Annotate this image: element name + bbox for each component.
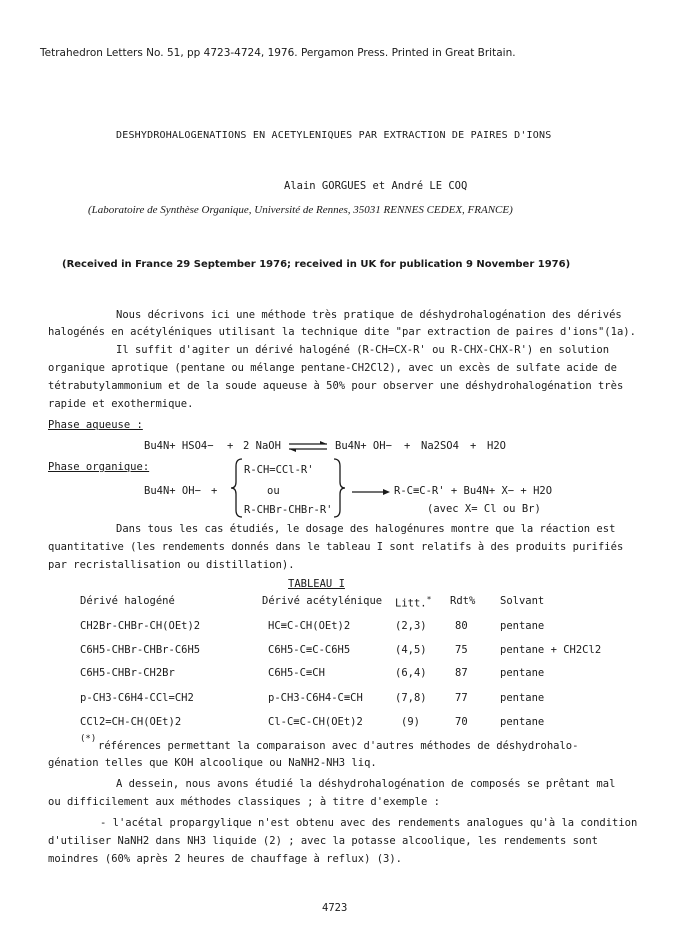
table-row-5-halogene: CCl2=CH-CH(OEt)2 bbox=[80, 716, 182, 728]
eq-aq-plus1: + bbox=[227, 440, 234, 452]
eq-org-substrate-2: R-CHBr-CHBr-R' bbox=[244, 504, 333, 516]
paragraph-2-line-2: organique aprotique (pentane ou mélange pentane-CH2Cl2), avec un excès de sulfate acide de bbox=[48, 362, 617, 374]
page-number: 4723 bbox=[322, 902, 348, 914]
table-header-rdt: Rdt% bbox=[450, 595, 476, 607]
footnote-line-2: génation telles que KOH alcoolique ou NaNH2-NH3 liq. bbox=[48, 757, 377, 769]
eq-aq-rhs3: H2O bbox=[487, 440, 506, 452]
paragraph-4-line-2: ou difficilement aux méthodes classiques ; à titre d'exemple : bbox=[48, 796, 440, 808]
eq-aq-lhs1: Bu4N+ HSO4− bbox=[144, 440, 214, 452]
paragraph-2-line-4: rapide et exothermique. bbox=[48, 398, 194, 410]
eq-aq-rhs2: Na2SO4 bbox=[421, 440, 459, 452]
table-row-2-halogene: C6H5-CHBr-CHBr-C6H5 bbox=[80, 644, 201, 656]
table-row-1-acetylenique: HC≡C-CH(OEt)2 bbox=[268, 620, 351, 632]
table-row-4-halogene: p-CH3-C6H4-CCl=CH2 bbox=[80, 692, 194, 704]
footnote-line-1: références permettant la comparaison avec d'autres méthodes de déshydrohalo- bbox=[98, 740, 579, 752]
table-row-4-solvant: pentane bbox=[500, 692, 545, 704]
table-row-3-rdt: 87 bbox=[455, 667, 468, 679]
eq-aq-plus2: + bbox=[404, 440, 411, 452]
paragraph-1-line-2: halogénés en acétyléniques utilisant la technique dite "par extraction de paires d'ions"(1a). bbox=[48, 326, 636, 338]
phase-organique-label: Phase organique: bbox=[48, 461, 150, 473]
table-header-halogene: Dérivé halogéné bbox=[80, 595, 175, 607]
paragraph-3-line-1: Dans tous les cas étudiés, le dosage des halogénures montre que la réaction est bbox=[116, 523, 616, 535]
table-row-1-litt: (2,3) bbox=[395, 620, 427, 632]
paragraph-1-line-1: Nous décrivons ici une méthode très pratique de déshydrohalogénation des dérivés bbox=[116, 309, 622, 321]
eq-aq-rhs1: Bu4N+ OH− bbox=[335, 440, 392, 452]
table-row-4-litt: (7,8) bbox=[395, 692, 427, 704]
table-header-litt-text: Litt. bbox=[395, 597, 427, 610]
paragraph-4-line-1: A dessein, nous avons étudié la déshydrohalogénation de composés se prêtant mal bbox=[116, 778, 616, 790]
eq-aq-plus3: + bbox=[470, 440, 477, 452]
paragraph-5-line-1: - l'acétal propargylique n'est obtenu avec des rendements analogues qu'à la condition bbox=[100, 817, 638, 829]
paragraph-3-line-2: quantitative (les rendements donnés dans le tableau I sont relatifs à des produits purifiés bbox=[48, 541, 624, 553]
table-row-1-rdt: 80 bbox=[455, 620, 468, 632]
paragraph-3-line-3: par recristallisation ou distillation). bbox=[48, 559, 295, 571]
table-title: TABLEAU I bbox=[288, 578, 345, 590]
table-row-5-litt: (9) bbox=[401, 716, 420, 728]
table-row-3-halogene: C6H5-CHBr-CH2Br bbox=[80, 667, 175, 679]
paragraph-5-line-2: d'utiliser NaNH2 dans NH3 liquide (2) ; avec la potasse alcoolique, les rendements sont bbox=[48, 835, 598, 847]
table-row-3-solvant: pentane bbox=[500, 667, 545, 679]
paragraph-2-line-3: tétrabutylammonium et de la soude aqueuse à 50% pour observer une déshydrohalogénation très bbox=[48, 380, 624, 392]
table-row-5-solvant: pentane bbox=[500, 716, 545, 728]
received-dates: (Received in France 29 September 1976; received in UK for publication 9 November 1976) bbox=[62, 259, 571, 270]
table-row-3-litt: (6,4) bbox=[395, 667, 427, 679]
reaction-arrow-icon bbox=[350, 487, 392, 497]
equilibrium-arrow-icon bbox=[287, 440, 329, 454]
table-row-4-rdt: 77 bbox=[455, 692, 468, 704]
table-header-litt: Litt.* bbox=[395, 595, 432, 610]
table-header-solvant: Solvant bbox=[500, 595, 545, 607]
paragraph-5-line-3: moindres (60% après 2 heures de chauffage à reflux) (3). bbox=[48, 853, 403, 865]
affiliation: (Laboratoire de Synthèse Organique, Université de Rennes, 35031 RENNES CEDEX, FRANCE) bbox=[88, 204, 513, 216]
table-row-5-rdt: 70 bbox=[455, 716, 468, 728]
eq-org-product: R-C≡C-R' + Bu4N+ X− + H2O bbox=[394, 485, 553, 497]
table-row-2-rdt: 75 bbox=[455, 644, 468, 656]
table-header-acetylenique: Dérivé acétylénique bbox=[262, 595, 383, 607]
eq-org-substrate-1: R-CH=CCl-R' bbox=[244, 464, 314, 476]
eq-org-ou: ou bbox=[267, 485, 280, 497]
eq-org-note: (avec X= Cl ou Br) bbox=[427, 503, 541, 515]
article-title: DESHYDROHALOGENATIONS EN ACETYLENIQUES PAR EXTRACTION DE PAIRES D'IONS bbox=[116, 130, 552, 141]
phase-aqueuse-label: Phase aqueuse : bbox=[48, 419, 143, 431]
table-row-4-acetylenique: p-CH3-C6H4-C≡CH bbox=[268, 692, 363, 704]
authors: Alain GORGUES et André LE COQ bbox=[284, 180, 468, 192]
table-row-2-litt: (4,5) bbox=[395, 644, 427, 656]
table-row-5-acetylenique: Cl-C≡C-CH(OEt)2 bbox=[268, 716, 363, 728]
right-brace-icon bbox=[332, 458, 346, 518]
paragraph-2-line-1: Il suffit d'agiter un dérivé halogéné (R-CH=CX-R' ou R-CHX-CHX-R') en solution bbox=[116, 344, 610, 356]
table-row-2-solvant: pentane + CH2Cl2 bbox=[500, 644, 602, 656]
eq-org-plus1: + bbox=[211, 485, 218, 497]
journal-header: Tetrahedron Letters No. 51, pp 4723-4724, 1976. Pergamon Press. Printed in Great Britain. bbox=[40, 47, 516, 59]
left-brace-icon bbox=[230, 458, 244, 518]
table-row-1-solvant: pentane bbox=[500, 620, 545, 632]
eq-org-lhs1: Bu4N+ OH− bbox=[144, 485, 201, 497]
eq-aq-lhs2: 2 NaOH bbox=[243, 440, 281, 452]
footnote-marker: (*) bbox=[80, 734, 97, 744]
table-row-1-halogene: CH2Br-CHBr-CH(OEt)2 bbox=[80, 620, 201, 632]
table-row-3-acetylenique: C6H5-C≡CH bbox=[268, 667, 325, 679]
table-row-2-acetylenique: C6H5-C≡C-C6H5 bbox=[268, 644, 351, 656]
